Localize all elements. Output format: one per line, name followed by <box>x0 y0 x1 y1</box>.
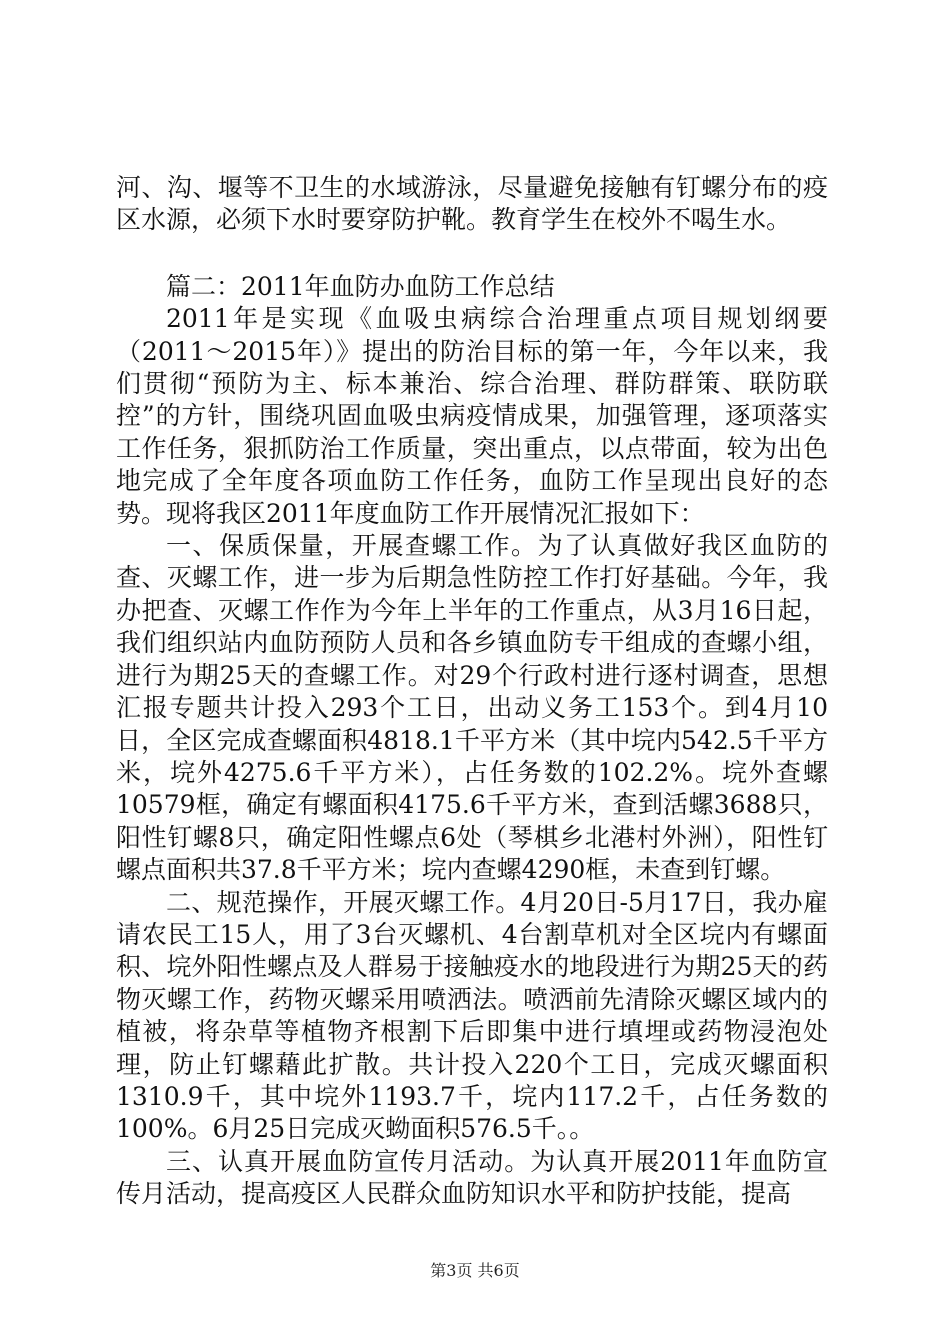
section-heading: 篇二：2011年血防办血防工作总结 <box>166 271 555 301</box>
document-body <box>116 172 828 1211</box>
page-number-footer: 第3页 共6页 <box>430 1261 520 1280</box>
paragraph-snail-control: 二、规范操作，开展灭螺工作。4月20日-5月17日，我办雇请农民工15人，用了3台灭螺机、4台割草机对全区垸内有螺面积、垸外阳性螺点及人群易于接触疫水的地段进行为期25天的药物灭螺工作，药物灭螺采用喷洒法。喷洒前先清除灭螺区域内的植被，将杂草等植物齐根割下后即集中进行填埋或药物浸泡处理，防止钉螺藉此扩散。共计投入220个工日，完成灭螺面积1310.9千，其中垸外1193.7千，垸内117.2千，占任务数的100%。6月25日完成灭蚴面积576.5千。。 <box>116 887 828 1144</box>
paragraph-snail-survey: 一、保质保量，开展查螺工作。为了认真做好我区血防的查、灭螺工作，进一步为后期急性防控工作打好基础。今年，我办把查、灭螺工作作为今年上半年的工作重点，从3月16日起，我们组织站内血防预防人员和各乡镇血防专干组成的查螺小组，进行为期25天的查螺工作。对29个行政村进行逐村调查，思想汇报专题共计投入293个工日，出动义务工153个。到4月10日，全区完成查螺面积4818.1千平方米（其中垸内542.5千平方米，垸外4275.6千平方米），占任务数的102.2%。垸外查螺10579框，确定有螺面积4175.6千平方米，查到活螺3688只，阳性钉螺8只，确定阳性螺点6处（琴棋乡北港村外洲），阳性钉螺点面积共37.8千平方米；垸内查螺4290框，未查到钉螺。 <box>116 531 828 885</box>
paragraph-publicity-month: 三、认真开展血防宣传月活动。为认真开展2011年血防宣传月活动，提高疫区人民群众血防知识水平和防护技能，提高 <box>116 1146 828 1209</box>
paragraph-continuation: 河、沟、堰等不卫生的水域游泳，尽量避免接触有钉螺分布的疫区水源，必须下水时要穿防护靴。教育学生在校外不喝生水。 <box>116 173 828 235</box>
paragraph-intro: 2011年是实现《血吸虫病综合治理重点项目规划纲要（2011～2015年）》提出的防治目标的第一年，今年以来，我们贯彻“预防为主、标本兼治、综合治理、群防群策、联防联控”的方针，围绕巩固血吸虫病疫情成果，加强管理，逐项落实工作任务，狠抓防治工作质量，突出重点，以点带面，较为出色地完成了全年度各项血防工作任务，血防工作呈现出良好的态势。现将我区2011年度血防工作开展情况汇报如下： <box>116 304 828 528</box>
